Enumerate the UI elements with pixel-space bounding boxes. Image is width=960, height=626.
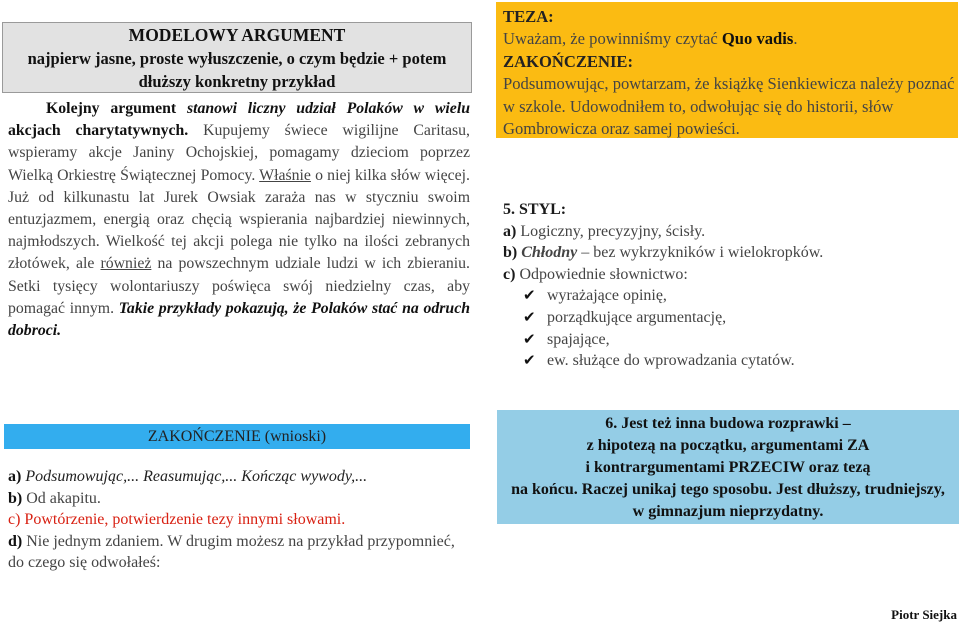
conclusion-item-d: d) Nie jednym zdaniem. W drugim możesz na przykład przypomnieć, do czego się odwołałeś:: [8, 532, 455, 572]
argument-conclusion: Takie przykłady pokazują, że Polaków stać na odruch dobroci.: [8, 299, 470, 340]
model-argument-box: [2, 22, 472, 93]
checkmark-icon: ✔: [523, 351, 536, 370]
alt-structure-line-4: na końcu. Raczej unikaj tego sposobu. Jest dłuższy, trudniejszy,: [511, 481, 945, 498]
argument-paragraph: [8, 98, 470, 342]
alt-structure-line-3: i kontrargumentami PRZECIW oraz tezą: [585, 459, 871, 476]
vocab-item: ✔ spajające,: [503, 329, 953, 351]
vocab-item: ✔ ew. służące do wprowadzania cytatów.: [503, 350, 953, 372]
alternative-structure-box: [497, 410, 959, 524]
alt-structure-line-2: z hipotezą na początku, argumentami ZA: [586, 437, 870, 454]
ending-text: Podsumowując, powtarzam, że książkę Sienkiewicza należy poznać w szkole. Udowodniłem to, odwołując się do historii, słów Gombrowicza oraz samej powieści.: [503, 74, 955, 139]
style-heading: 5. STYL:: [503, 201, 567, 218]
argument-lead: Kolejny argument: [46, 100, 187, 117]
thesis-heading: TEZA:: [503, 7, 554, 26]
thesis-text: Uważam, że powinniśmy czytać Quo vadis.: [503, 29, 798, 49]
alt-structure-line-1: 6. Jest też inna budowa rozprawki –: [605, 415, 851, 432]
argument-underlined-2: również: [100, 255, 152, 273]
conclusion-bar: [4, 424, 470, 449]
argument-text-2: o niej kilka słów więcej. Już od kilkunastu lat Jurek Owsiak zaraża nas w styczniu swoim entuzjazmem, energią oraz chęcią wspierania najbardziej niewinnych, najmłodszych. Wielkość tej akcji polega nie tylko na ilości zebranych złotówek, ale: [8, 166, 470, 273]
style-item-b: b) Chłodny – bez wykrzykników i wielokropków.: [503, 244, 824, 262]
conclusion-item-c: c) Powtórzenie, potwierdzenie tezy innymi słowami.: [8, 511, 346, 529]
argument-text-1: Kupujemy świece wigilijne Caritasu, wspieramy akcje Janiny Ochojskiej, pomagamy dzieciom poprzez Wielką Orkiestrę Świątecznej Pomocy.: [8, 122, 470, 184]
argument-underlined-1: Właśnie: [259, 166, 311, 184]
conclusion-item-a: a) Podsumowując,... Reasumując,... Kończąc wywody,...: [8, 468, 368, 485]
style-item-a: a) Logiczny, precyzyjny, ścisły.: [503, 222, 706, 240]
argument-lead-italic: stanowi liczny udział Polaków w wielu: [186, 100, 470, 117]
conclusion-bar-title: ZAKOŃCZENIE (wnioski): [147, 428, 327, 445]
vocab-item: ✔ porządkujące argumentację,: [503, 307, 953, 329]
conclusion-item-b: b) Od akapitu.: [8, 489, 101, 507]
style-item-c: c) Odpowiednie słownictwo:: [503, 265, 688, 283]
ending-heading: ZAKOŃCZENIE:: [503, 51, 634, 71]
checkmark-icon: ✔: [523, 307, 536, 326]
thesis-box: [496, 2, 958, 138]
model-argument-subtitle-2: dłuższy konkretny przykład: [138, 72, 336, 91]
alt-structure-line-5: w gimnazjum nieprzydatny.: [632, 503, 824, 520]
model-argument-title: MODELOWY ARGUMENT: [128, 25, 346, 45]
argument-lead-end: akcjach charytatywnych.: [8, 122, 189, 140]
author-name: Piotr Siejka: [891, 607, 957, 622]
model-argument-subtitle-1: najpierw jasne, proste wyłuszczenie, o czym będzie + potem: [27, 49, 447, 68]
checkmark-icon: ✔: [523, 329, 536, 348]
style-section: [503, 199, 953, 372]
checkmark-icon: ✔: [523, 286, 536, 305]
argument-text-3: na powszechnym udziale ludzi w ich zbieraniu. Setki tysięcy wolontariuszy poświęca swój niedzielny czas, aby pomagać innym.: [8, 255, 470, 317]
conclusion-list: [8, 466, 470, 574]
vocab-item: ✔ wyrażające opinię,: [503, 285, 953, 307]
